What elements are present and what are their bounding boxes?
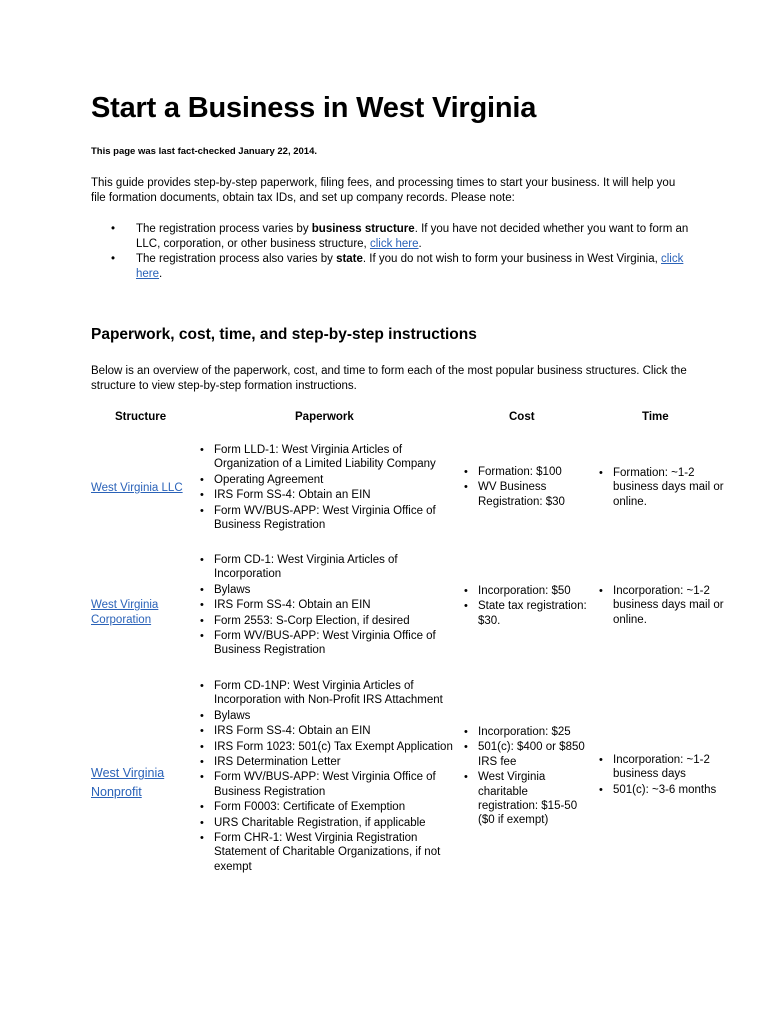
note-item: • The registration process also varies by state. If you do not wish to form your business in West Virginia, click here.: [111, 253, 684, 280]
list-item: • Form WV/BUS-APP: West Virginia Office of Business Registration: [200, 629, 440, 658]
paperwork-list-llc: [200, 443, 440, 533]
list-item: • 501(c): $400 or $850 IRS fee: [464, 740, 589, 769]
intro-paragraph: This guide provides step-by-step paperwork, filing fees, and processing times to start your business. It will help you file formation documents, obtain tax IDs, and set up company records. Please note:: [91, 177, 676, 204]
page-title: Start a Business in West Virginia: [91, 92, 537, 124]
list-item: • IRS Form SS-4: Obtain an EIN: [200, 724, 455, 738]
cost-list-nonprofit: [464, 725, 589, 829]
bullet-icon: •: [111, 253, 116, 265]
list-item: • Incorporation: ~1-2 business days: [599, 753, 729, 782]
time-list-corporation: [599, 584, 729, 628]
list-item: • Form CHR-1: West Virginia Registration Statement of Charitable Organizations, if not exempt: [200, 831, 455, 874]
list-item: • IRS Form 1023: 501(c) Tax Exempt Application: [200, 740, 455, 754]
list-item: • Form 2553: S-Corp Election, if desired: [200, 614, 440, 628]
section-heading: Paperwork, cost, time, and step-by-step instructions: [91, 326, 477, 343]
list-item: • Form WV/BUS-APP: West Virginia Office of Business Registration: [200, 770, 455, 799]
section-intro: Below is an overview of the paperwork, cost, and time to form each of the most popular business structures. Click the structure to view step-by-step formation instructions.: [91, 365, 687, 392]
structure-link-nonprofit[interactable]: West Virginia Nonprofit: [91, 766, 165, 799]
list-item: • WV Business Registration: $30: [464, 480, 589, 509]
list-item: • Form CD-1NP: West Virginia Articles of Incorporation with Non-Profit IRS Attachment: [200, 679, 455, 708]
time-list-llc: [599, 466, 729, 510]
list-item: • Incorporation: $50: [464, 584, 589, 598]
structure-link-corporation[interactable]: West Virginia Corporation: [91, 599, 159, 626]
list-item: • IRS Determination Letter: [200, 755, 455, 769]
list-item: • URS Charitable Registration, if applicable: [200, 816, 455, 830]
cost-list-llc: [464, 465, 589, 510]
bullet-icon: •: [111, 223, 116, 235]
list-item: • Incorporation: ~1-2 business days mail or online.: [599, 584, 729, 627]
list-item: • Form F0003: Certificate of Exemption: [200, 800, 455, 814]
header-cost: Cost: [509, 411, 535, 423]
list-item: • Formation: ~1-2 business days mail or online.: [599, 466, 729, 509]
header-paperwork: Paperwork: [295, 411, 354, 423]
structure-link-llc[interactable]: West Virginia LLC: [91, 482, 183, 494]
cost-list-corporation: [464, 584, 589, 629]
list-item: • West Virginia charitable registration: $15-50 ($0 if exempt): [464, 770, 589, 828]
notes-list: [91, 222, 691, 282]
business-structure-click-here-link[interactable]: click here: [369, 237, 419, 250]
paperwork-list-corporation: [200, 553, 440, 659]
list-item: • Form LLD-1: West Virginia Articles of Organization of a Limited Liability Company: [200, 443, 440, 472]
list-item: • IRS Form SS-4: Obtain an EIN: [200, 488, 440, 502]
list-item: • Form CD-1: West Virginia Articles of Incorporation: [200, 553, 440, 582]
fact-check-note: This page was last fact-checked January 22, 2014.: [91, 146, 318, 157]
list-item: • Bylaws: [200, 583, 440, 597]
header-structure: Structure: [115, 411, 167, 423]
time-list-nonprofit: [599, 753, 729, 798]
list-item: • IRS Form SS-4: Obtain an EIN: [200, 598, 440, 612]
note-item: • The registration process varies by business structure. If you have not decided whether you want to form an LLC, corporation, or other business structure, click here.: [111, 223, 689, 250]
state-click-here-link[interactable]: click here: [136, 253, 684, 280]
list-item: • Form WV/BUS-APP: West Virginia Office of Business Registration: [200, 504, 440, 533]
list-item: • Operating Agreement: [200, 473, 440, 487]
header-time: Time: [642, 411, 669, 423]
list-item: • 501(c): ~3-6 months: [599, 783, 729, 797]
list-item: • State tax registration: $30.: [464, 599, 589, 628]
list-item: • Formation: $100: [464, 465, 589, 479]
list-item: • Bylaws: [200, 709, 455, 723]
paperwork-list-nonprofit: [200, 679, 455, 875]
list-item: • Incorporation: $25: [464, 725, 589, 739]
